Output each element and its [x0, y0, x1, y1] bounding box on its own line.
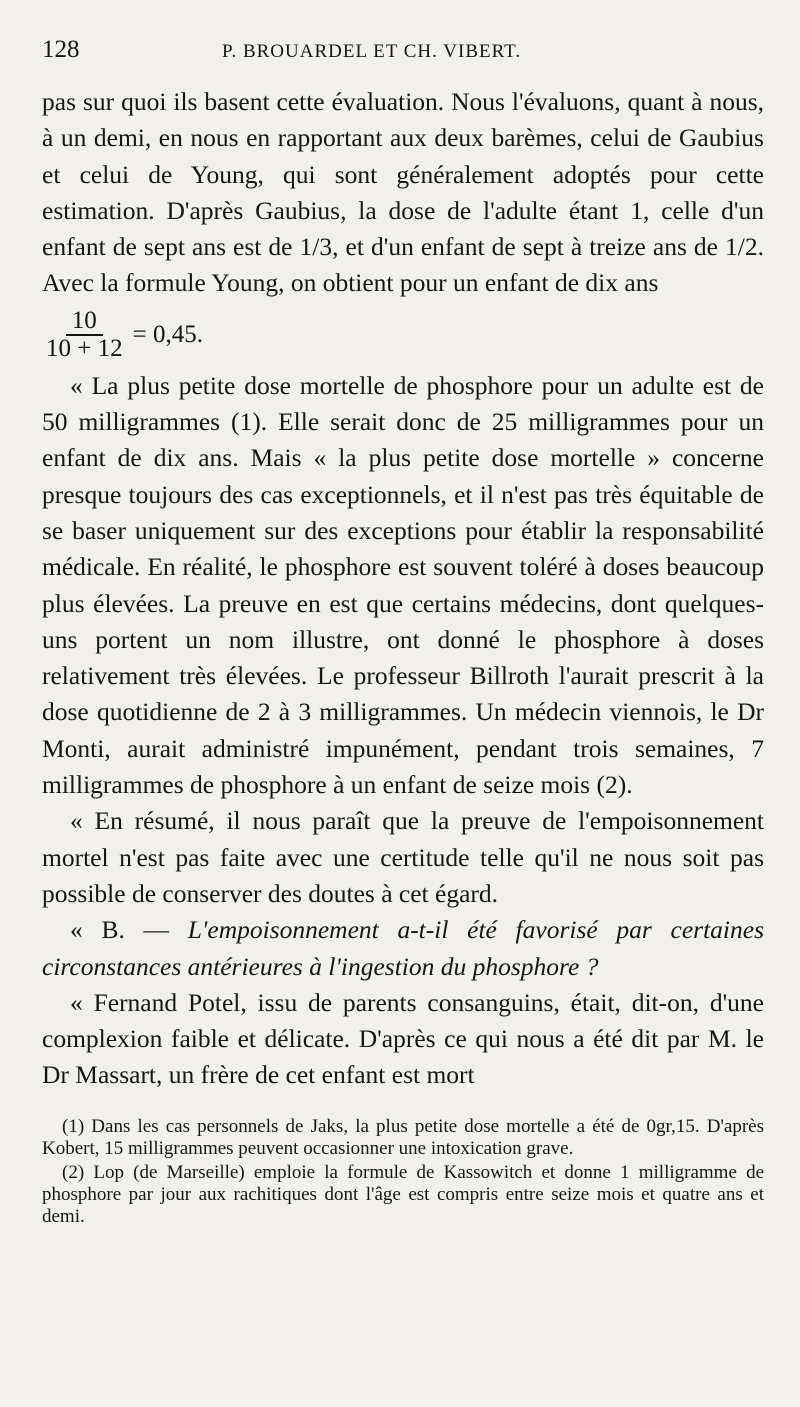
page-number: 128: [42, 36, 80, 63]
young-formula: [42, 302, 764, 368]
page-header: [42, 36, 764, 84]
formula-result: = 0,45.: [132, 320, 203, 348]
formula-numerator: 10: [66, 308, 103, 336]
paragraph-evaluation: pas sur quoi ils basent cette évaluation. Nous l'évaluons, quant à nous, à un demi, en nous en rapportant aux deux barèmes, celui de Gaubius et celui de Young, qui sont généralement adoptés pour cette estimation. D'après Gaubius, la dose de l'adulte étant 1, celle d'un enfant de sept ans est de 1/3, et d'un enfant de sept à treize ans de 1/2. Avec la formule Young, on obtient pour un enfant de dix ans: [42, 87, 764, 298]
section-b-prefix: « B. —: [70, 915, 188, 945]
body-text: [42, 84, 764, 1094]
paragraph-lethal-dose: « La plus petite dose mortelle de phosphore pour un adulte est de 50 milligrammes (1). Elle serait donc de 25 milligrammes pour un enfant de dix ans. Mais « la plus petite dose mortelle » concerne presque toujours des cas exceptionnels, et il n'est pas très équitable de se baser uniquement sur des exceptions pour établir la responsabilité médicale. En réalité, le phosphore est souvent toléré à doses beaucoup plus élevées. La preuve en est que certains médecins, dont quelques-uns portent un nom illustre, ont donné le phosphore à doses relativement très élevées. Le professeur Billroth l'aurait prescrit à la dose quotidienne de 2 à 3 milligrammes. Un médecin viennois, le Dr Monti, aurait administré impunément, pendant trois semaines, 7 milligrammes de phosphore à un enfant de seize mois (2).: [42, 370, 764, 800]
paragraph-section-b: [42, 912, 764, 985]
footnote-2: (2) Lop (de Marseille) emploie la formule de Kassowitch et donne 1 milligramme de phosphore par jour aux rachitiques dont l'âge est compris entre seize mois et quatre ans et demi.: [42, 1161, 764, 1227]
formula-denominator: 10 + 12: [46, 334, 123, 362]
paragraph-summary: « En résumé, il nous paraît que la preuve de l'empoisonnement mortel n'est pas faite avec une certitude telle qu'il ne nous soit pas possible de conserver des doutes à cet égard.: [42, 806, 764, 908]
formula-fraction: [42, 308, 127, 362]
running-head: P. BROUARDEL ET CH. VIBERT.: [222, 41, 522, 62]
footnote-1: (1) Dans les cas personnels de Jaks, la plus petite dose mortelle a été de 0gr,15. D'après Kobert, 15 milligrammes peuvent occasionner une intoxication grave.: [42, 1115, 764, 1159]
paragraph-fernand-potel: « Fernand Potel, issu de parents consanguins, était, dit-on, d'une complexion faible et délicate. D'après ce qui nous a été dit par M. le Dr Massart, un frère de cet enfant est mort: [42, 987, 764, 1090]
section-b-question: L'empoisonnement a-t-il été favorisé par certaines circonstances antérieures à l'ingestion du phosphore ?: [42, 915, 764, 981]
footnotes: [42, 1116, 764, 1228]
